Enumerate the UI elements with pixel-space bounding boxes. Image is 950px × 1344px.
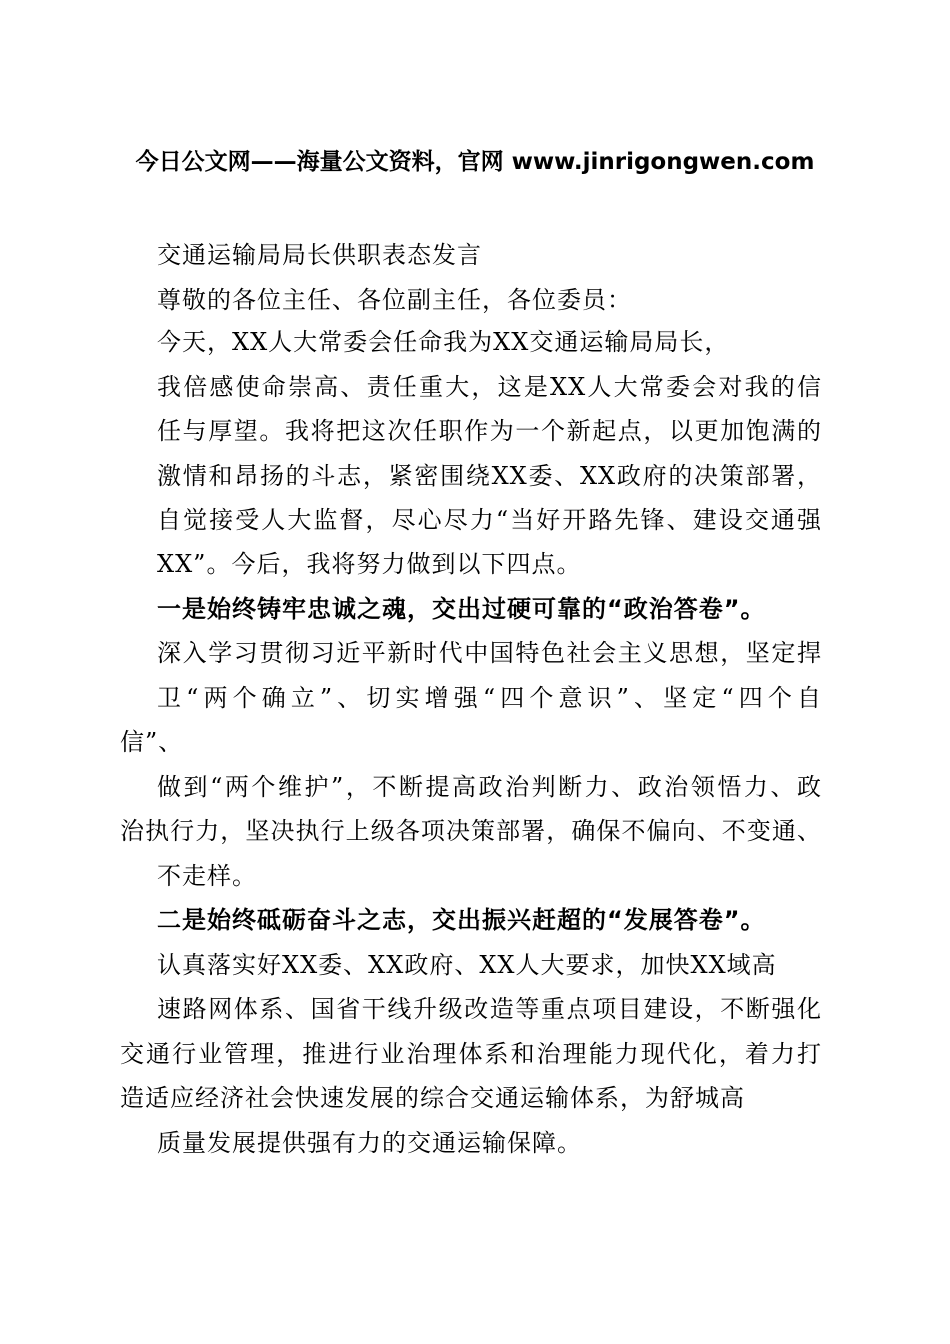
body-line: 认真落实好XX委、XX政府、XX人大要求，加快XX域高 — [157, 951, 777, 979]
body-line: 治执行力，坚决执行上级各项决策部署，确保不偏向、不变通、 — [120, 817, 822, 845]
body-line: 交通行业管理，推进行业治理体系和治理能力现代化，着力打 — [120, 1040, 822, 1068]
section-heading: 二是始终砥砺奋斗之志，交出振兴赶超的“发展答卷”。 — [157, 906, 766, 934]
body-line: 造适应经济社会快速发展的综合交通运输体系，为舒城高 — [120, 1084, 745, 1112]
body-line: 信”、 — [120, 728, 184, 756]
body-line: 不走样。 — [157, 862, 257, 890]
document-title: 交通运输局局长供职表态发言 — [157, 241, 482, 269]
body-line: 任与厚望。我将把这次任职作为一个新起点，以更加饱满的 — [157, 417, 822, 445]
page-header: 今日公文网——海量公文资料，官网 www.jinrigongwen.com — [135, 149, 815, 175]
body-line: 卫“两个确立”、切实增强“四个意识”、坚定“四个自 — [157, 684, 822, 712]
body-line: 质量发展提供强有力的交通运输保障。 — [157, 1129, 582, 1157]
body-line: 速路网体系、国省干线升级改造等重点项目建设，不断强化 — [157, 995, 822, 1023]
body-line: XX”。今后，我将努力做到以下四点。 — [157, 550, 582, 578]
body-line: 我倍感使命崇高、责任重大，这是XX人大常委会对我的信 — [157, 373, 822, 401]
body-line: 激情和昂扬的斗志，紧密围绕XX委、XX政府的决策部署， — [157, 462, 822, 490]
body-line: 今天，XX人大常委会任命我为XX交通运输局局长， — [157, 328, 730, 356]
body-line: 做到“两个维护”，不断提高政治判断力、政治领悟力、政 — [157, 773, 822, 801]
section-heading: 一是始终铸牢忠诚之魂，交出过硬可靠的“政治答卷”。 — [157, 595, 766, 623]
body-line: 自觉接受人大监督，尽心尽力“当好开路先锋、建设交通强 — [157, 506, 822, 534]
salutation: 尊敬的各位主任、各位副主任，各位委员： — [157, 286, 632, 314]
body-line: 深入学习贯彻习近平新时代中国特色社会主义思想，坚定捍 — [157, 639, 822, 667]
